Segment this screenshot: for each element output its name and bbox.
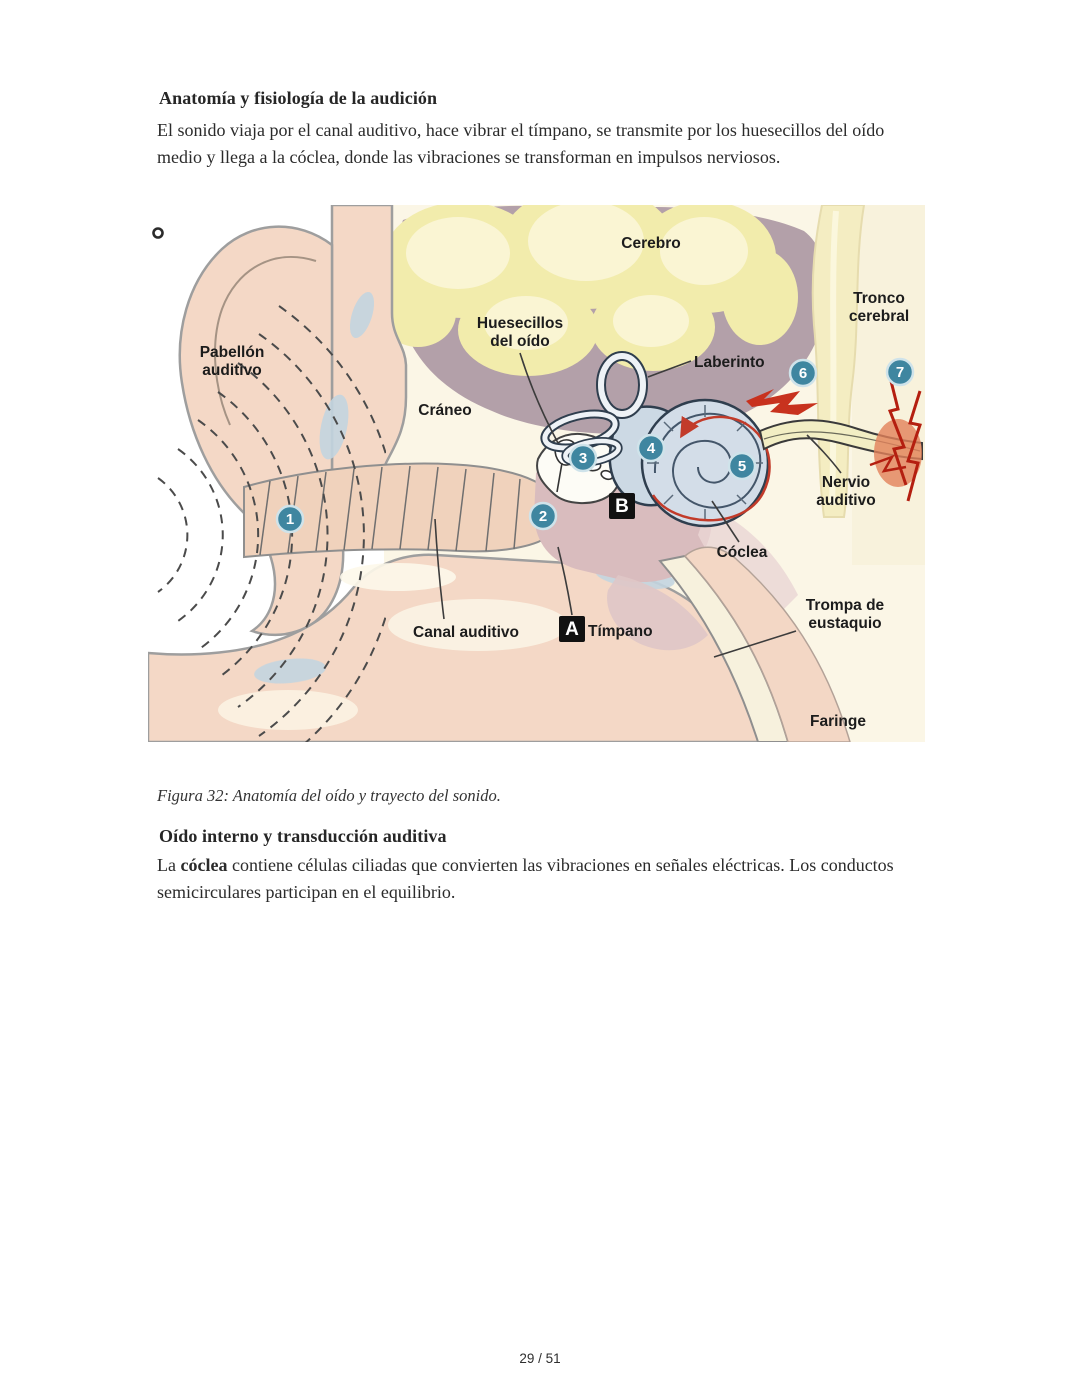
ear-anatomy-figure <box>148 205 925 742</box>
label-faringe: Faringe <box>810 713 866 730</box>
label-pabellon-line1: Pabellón <box>199 344 265 361</box>
step-badge-6 <box>790 360 816 386</box>
label-trompa-line1: Trompa de <box>805 597 885 614</box>
step-badge-7 <box>887 359 913 385</box>
right-cream-region <box>852 205 925 565</box>
svg-text:6: 6 <box>798 365 808 382</box>
paragraph-oido-suffix: contiene células ciliadas que convierten las vibraciones en señales eléctricas. Los conductos semicirculares participan en el equilibrio. <box>157 855 894 902</box>
label-pabellon-line2: auditivo <box>202 362 262 379</box>
marker-b <box>609 493 635 519</box>
paragraph-oido-prefix: La <box>157 855 181 875</box>
marker-a <box>559 616 585 642</box>
label-nervio-line1: Nervio <box>821 474 871 491</box>
label-huesecillos-line2: del oído <box>490 333 550 350</box>
svg-text:A: A <box>565 619 579 640</box>
svg-text:1: 1 <box>285 511 295 528</box>
svg-text:4: 4 <box>646 440 656 457</box>
label-timpano: Tímpano <box>588 623 653 640</box>
paragraph-oido-bold-term: cóclea <box>180 855 228 875</box>
step-badge-2 <box>530 503 556 529</box>
page-number: 29 / 51 <box>519 1351 561 1366</box>
label-cerebro: Cerebro <box>621 235 681 252</box>
label-canal-auditivo: Canal auditivo <box>413 624 519 641</box>
label-coclea: Cóclea <box>716 544 768 561</box>
svg-text:7: 7 <box>895 364 905 381</box>
step-badge-1 <box>277 506 303 532</box>
svg-text:3: 3 <box>578 450 588 467</box>
label-craneo: Cráneo <box>418 402 472 419</box>
section-heading-oido-interno: Oído interno y transducción auditiva <box>159 826 447 846</box>
step-badge-3 <box>570 445 596 471</box>
paragraph-oido-interno <box>157 852 967 906</box>
step-badge-5 <box>729 453 755 479</box>
svg-text:5: 5 <box>737 458 747 475</box>
label-nervio-line2: auditivo <box>816 492 876 509</box>
figure-caption: Figura 32: Anatomía del oído y trayecto del sonido. <box>157 786 501 805</box>
step-badge-4 <box>638 435 664 461</box>
label-huesecillos-line1: Huesecillos <box>476 315 564 332</box>
label-trompa-line2: eustaquio <box>808 615 882 632</box>
brainstem-highlight <box>832 211 836 505</box>
svg-text:2: 2 <box>538 508 548 525</box>
label-tronco-line2: cerebral <box>848 308 910 325</box>
label-laberinto: Laberinto <box>694 354 765 371</box>
label-tronco-line1: Tronco <box>853 290 905 307</box>
paragraph-audicion: El sonido viaja por el canal auditivo, hace vibrar el tímpano, se transmite por los huesecillos del oído medio y llega a la cóclea, donde las vibraciones se transforman en impulsos nerviosos. <box>157 120 885 167</box>
section-heading-audicion: Anatomía y fisiología de la audición <box>159 88 438 108</box>
svg-text:B: B <box>615 496 629 517</box>
